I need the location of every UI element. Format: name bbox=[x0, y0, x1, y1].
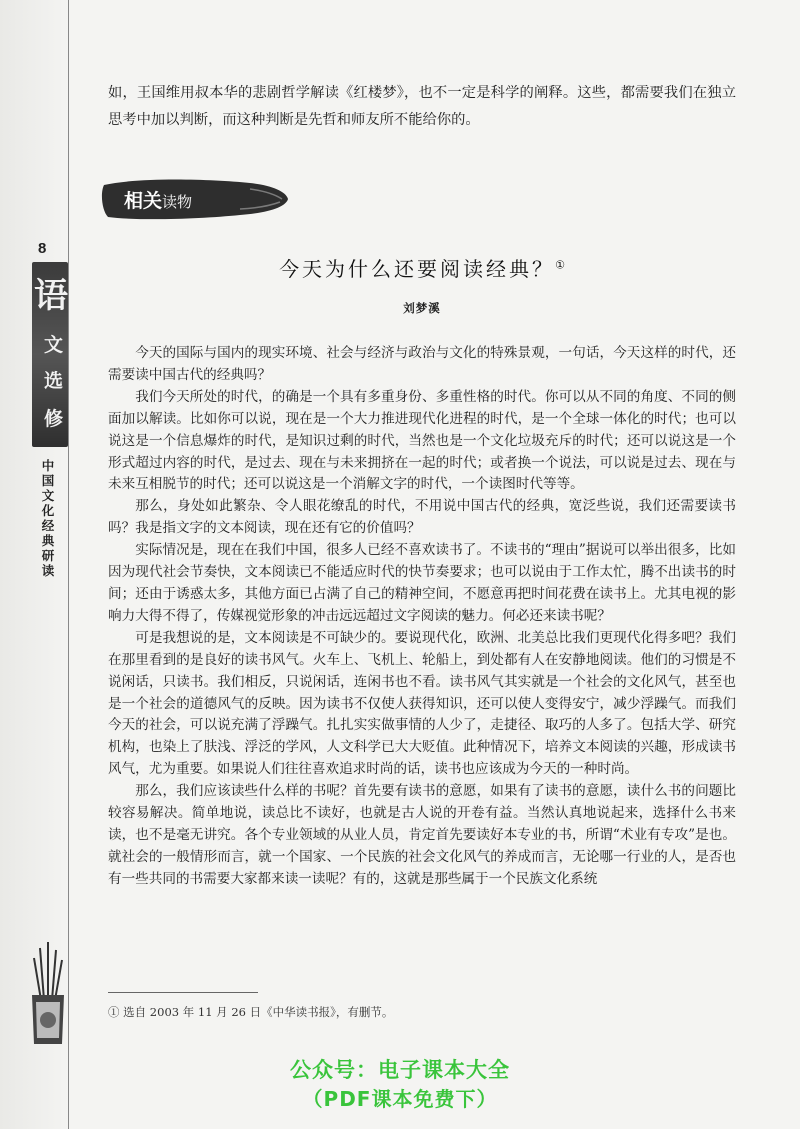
watermark-line-2: （PDF课本免费下） bbox=[302, 1087, 498, 1111]
article-title bbox=[108, 253, 736, 282]
page-number: 8 bbox=[38, 240, 47, 257]
article-paragraph: 实际情况是，现在在我们中国，很多人已经不喜欢读书了。不读书的“理由”据说可以举出很多，比如因为现代社会节奏快，文本阅读已不能适应时代的快节奏要求；也可以说由于工作太忙，腾不出读书的时间；还由于诱惑太多，其他方面已占满了自己的精神空间，不愿意再把时间花费在读书上。尤其电视的影响力大得不得了，传媒视觉形象的冲击远远超过文字阅读的魅力。何必还来读书呢？ bbox=[108, 542, 736, 624]
section-banner bbox=[100, 175, 290, 223]
article-paragraph: 可是我想说的是，文本阅读是不可缺少的。要说现代化，欧洲、北美总比我们更现代化得多吧？我们在那里看到的是良好的读书风气。火车上、飞机上、轮船上，到处都有人在安静地阅读。他们的习惯是不说闲话，只读书。我们相反，只说闲话，连闲书也不看。读书风气其实就是一个社会的文化风气，甚至也是一个社会的道德风气的反映。因为读书不仅使人获得知识，还可以使人变得安宁，减少浮躁气。而我们今天的社会，可以说充满了浮躁气。扎扎实实做事情的人少了，走捷径、取巧的人多了。包括大学、研究机构，也染上了肤浅、浮泛的学风，人文科学已大大贬值。此种情况下，培养文本阅读的兴趣，形成读书风气，尤为重要。如果说人们往往喜欢追求时尚的话，读书也应该成为今天的一种时尚。 bbox=[108, 629, 736, 778]
banner-label-bold: 相关 bbox=[124, 190, 163, 212]
series-char-3: 选 bbox=[44, 370, 64, 392]
series-char-2: 文 bbox=[44, 334, 64, 356]
article-paragraph: 今天的国际与国内的现实环境、社会与经济与政治与文化的特殊景观，一句话，今天这样的时代，还需要读中国古代的经典吗？ bbox=[108, 345, 736, 383]
intro-paragraph: 如，王国维用叔本华的悲剧哲学解读《红楼梦》，也不一定是科学的阐释。这些，都需要我们在独立思考中加以判断，而这种判断是先哲和师友所不能给你的。 bbox=[108, 85, 736, 128]
book-subtitle: 中国文化经典研读 bbox=[41, 458, 55, 578]
article-title-text: 今天为什么还要阅读经典？ bbox=[279, 257, 556, 281]
watermark-line-1: 公众号：电子课本大全 bbox=[290, 1058, 510, 1082]
margin-rule bbox=[68, 0, 69, 1129]
article-paragraph: 那么，身处如此繁杂、令人眼花缭乱的时代，不用说中国古代的经典，宽泛些说，我们还需要读书吗？我是指文字的文本阅读，现在还有它的价值吗？ bbox=[108, 498, 736, 537]
banner-label-light: 读物 bbox=[162, 193, 193, 211]
title-footnote-mark: ① bbox=[555, 258, 565, 272]
article-paragraph: 那么，我们应该读些什么样的书呢？首先要有读书的意愿，如果有了读书的意愿，读什么书的问题比较容易解决。简单地说，读总比不读好，也就是古人说的开卷有益。当然认真地说起来，选择什么书来读，也不是毫无讲究。各个专业领域的从业人员，肯定首先要读好本专业的书，所谓“术业有专攻”是也。就社会的一般情形而言，就一个国家、一个民族的社会文化风气的养成而言，无论哪一行业的人，是否也有一些共同的书需要大家都来读一读呢？有的，这就是那些属于一个民族文化系统 bbox=[108, 783, 736, 887]
book-series-tab bbox=[32, 262, 68, 447]
article-body bbox=[108, 343, 736, 891]
footnote-rule bbox=[108, 992, 258, 993]
series-char-4: 修 bbox=[44, 408, 64, 430]
footnote: ① 选自 2003 年 11 月 26 日《中华读书报》，有删节。 bbox=[108, 1005, 394, 1019]
article-paragraph: 我们今天所处的时代，的确是一个具有多重身份、多重性格的时代。你可以从不同的角度、不同的侧面加以解读。比如你可以说，现在是一个大力推进现代化进程的时代，是一个全球一体化的时代；也可以说这是一个信息爆炸的时代，是知识过剩的时代，当然也是一个文化垃圾充斥的时代；还可以说这是一个形式超过内容的时代，是过去、现在与未来拥挤在一起的时代；或者换一个说法，可以说是过去、现在与未来互相脱节的时代；还可以说这是一个消解文字的时代，一个读图时代等等。 bbox=[108, 388, 736, 493]
banner-label bbox=[124, 186, 192, 213]
pen-holder-icon bbox=[28, 940, 68, 1050]
series-char-1: 语 bbox=[34, 276, 68, 316]
article-author: 刘梦溪 bbox=[403, 301, 441, 315]
